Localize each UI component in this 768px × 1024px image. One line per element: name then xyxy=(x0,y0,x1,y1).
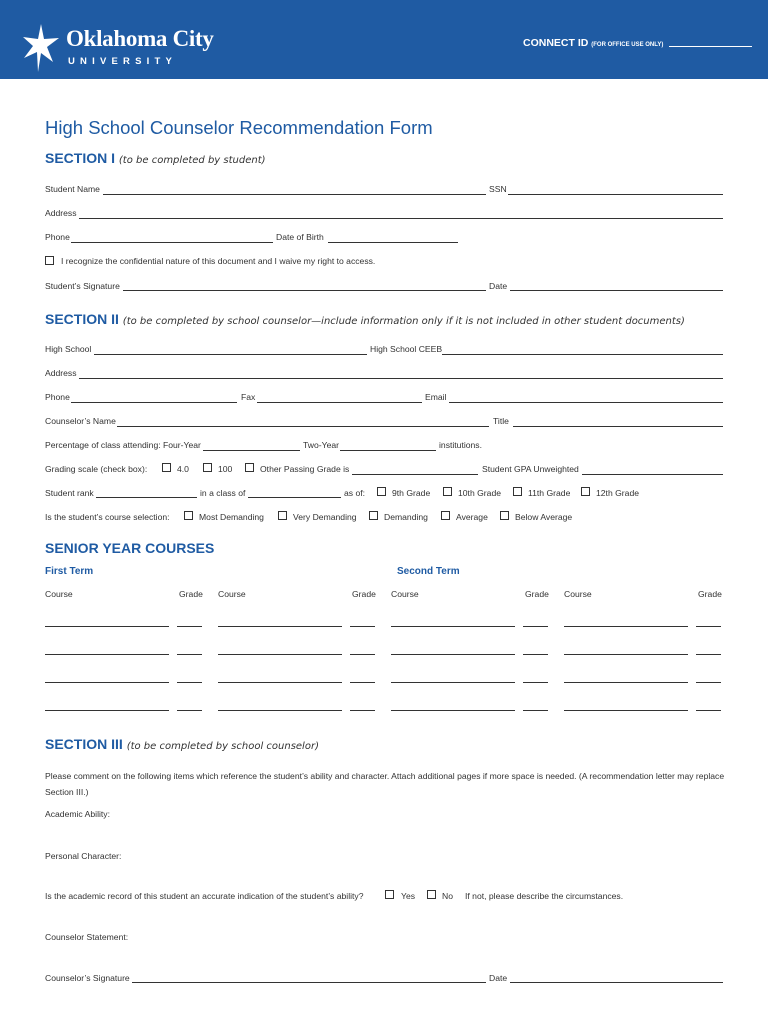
ceeb-label: High School CEEB xyxy=(370,344,443,354)
grade-12-checkbox[interactable] xyxy=(581,487,590,496)
grade-field[interactable] xyxy=(696,682,721,683)
grade-col-4: Grade xyxy=(698,589,722,599)
average-label: Average xyxy=(456,512,488,522)
connect-id-label: CONNECT ID xyxy=(523,37,589,49)
waiver-checkbox[interactable] xyxy=(45,256,54,265)
grade-field[interactable] xyxy=(177,682,202,683)
counselor-title-label: Title xyxy=(493,416,509,426)
course-field[interactable] xyxy=(391,626,515,627)
if-not-label: If not, please describe the circumstances. xyxy=(465,891,624,901)
student-signature-field[interactable] xyxy=(123,290,486,291)
section-2-note: (to be completed by school counselor—include information only if it is not included in other student documents) xyxy=(122,316,685,327)
student-phone-field[interactable] xyxy=(71,242,273,243)
counselor-name-field[interactable] xyxy=(117,426,489,427)
grading-scale-label: Grading scale (check box): xyxy=(45,464,148,474)
section-3-title xyxy=(45,736,319,752)
course-col-4: Course xyxy=(564,589,592,599)
grade-field[interactable] xyxy=(523,682,548,683)
course-field[interactable] xyxy=(218,682,342,683)
course-field[interactable] xyxy=(218,654,342,655)
grading-other-checkbox[interactable] xyxy=(245,463,254,472)
counselor-date-label: Date xyxy=(489,973,508,983)
grading-100-checkbox[interactable] xyxy=(203,463,212,472)
section-1-heading: SECTION I xyxy=(45,150,116,166)
grade-12-label: 12th Grade xyxy=(596,488,639,498)
counselor-name-label: Counselor’s Name xyxy=(45,416,116,426)
counselor-signature-label: Counselor’s Signature xyxy=(45,973,130,983)
course-field[interactable] xyxy=(45,682,169,683)
grading-4-label: 4.0 xyxy=(177,464,189,474)
accurate-record-question: Is the academic record of this student an accurate indication of the student’s ability? xyxy=(45,891,364,901)
grade-field[interactable] xyxy=(350,710,375,711)
grade-field[interactable] xyxy=(523,654,548,655)
school-phone-label: Phone xyxy=(45,392,70,402)
student-date-label: Date xyxy=(489,281,508,291)
two-year-label: Two-Year xyxy=(303,440,339,450)
grade-10-checkbox[interactable] xyxy=(443,487,452,496)
form-title: High School Counselor Recommendation Form xyxy=(45,117,433,138)
student-phone-label: Phone xyxy=(45,232,70,242)
logo-name: Oklahoma City xyxy=(66,26,214,51)
yes-label: Yes xyxy=(401,891,416,901)
second-term-heading: Second Term xyxy=(397,566,460,577)
fax-field[interactable] xyxy=(257,402,422,403)
ssn-field[interactable] xyxy=(508,194,723,195)
grade-11-checkbox[interactable] xyxy=(513,487,522,496)
course-field[interactable] xyxy=(391,710,515,711)
grading-4-checkbox[interactable] xyxy=(162,463,171,472)
student-date-field[interactable] xyxy=(510,290,723,291)
grade-9-label: 9th Grade xyxy=(392,488,431,498)
first-term-heading: First Term xyxy=(45,566,94,577)
grade-9-checkbox[interactable] xyxy=(377,487,386,496)
section-1-title xyxy=(45,150,266,166)
course-col-1: Course xyxy=(45,589,73,599)
counselor-title-field[interactable] xyxy=(513,426,723,427)
email-label: Email xyxy=(425,392,447,402)
most-demanding-checkbox[interactable] xyxy=(184,511,193,520)
grade-field[interactable] xyxy=(350,682,375,683)
counselor-statement-label: Counselor Statement: xyxy=(45,932,129,942)
section-2-heading: SECTION II xyxy=(45,311,119,327)
demanding-label: Demanding xyxy=(384,512,428,522)
course-field[interactable] xyxy=(218,710,342,711)
grade-field[interactable] xyxy=(177,654,202,655)
demanding-checkbox[interactable] xyxy=(369,511,378,520)
gpa-label: Student GPA Unweighted xyxy=(482,464,579,474)
school-phone-field[interactable] xyxy=(71,402,237,403)
class-of-label: in a class of xyxy=(200,488,246,498)
average-checkbox[interactable] xyxy=(441,511,450,520)
ceeb-field[interactable] xyxy=(442,354,723,355)
other-grade-field[interactable] xyxy=(352,474,478,475)
counselor-date-field[interactable] xyxy=(510,982,723,983)
grading-other-label: Other Passing Grade is xyxy=(260,464,350,474)
percentage-label: Percentage of class attending: Four-Year xyxy=(45,440,201,450)
below-average-checkbox[interactable] xyxy=(500,511,509,520)
dob-label: Date of Birth xyxy=(276,232,324,242)
very-demanding-checkbox[interactable] xyxy=(278,511,287,520)
school-address-label: Address xyxy=(45,368,77,378)
below-average-label: Below Average xyxy=(515,512,573,522)
section-3-heading: SECTION III xyxy=(45,736,123,752)
student-signature-label: Student’s Signature xyxy=(45,281,120,291)
student-address-label: Address xyxy=(45,208,77,218)
fax-label: Fax xyxy=(241,392,256,402)
class-size-field[interactable] xyxy=(248,497,341,498)
grade-field[interactable] xyxy=(523,626,548,627)
course-field[interactable] xyxy=(564,682,688,683)
student-rank-field[interactable] xyxy=(96,497,197,498)
grade-col-3: Grade xyxy=(525,589,549,599)
no-label: No xyxy=(442,891,453,901)
grade-col-2: Grade xyxy=(352,589,376,599)
grade-11-label: 11th Grade xyxy=(528,488,571,498)
connect-id-field[interactable] xyxy=(669,46,752,47)
personal-character-label: Personal Character: xyxy=(45,851,122,861)
very-demanding-label: Very Demanding xyxy=(293,512,357,522)
star-icon xyxy=(22,22,60,72)
most-demanding-label: Most Demanding xyxy=(199,512,264,522)
grade-field[interactable] xyxy=(177,626,202,627)
as-of-label: as of: xyxy=(344,488,366,498)
no-checkbox[interactable] xyxy=(427,890,436,899)
student-rank-label: Student rank xyxy=(45,488,94,498)
section-3-note: (to be completed by school counselor) xyxy=(126,741,319,752)
ssn-label: SSN xyxy=(489,184,507,194)
course-col-3: Course xyxy=(391,589,419,599)
course-field[interactable] xyxy=(564,626,688,627)
yes-checkbox[interactable] xyxy=(385,890,394,899)
course-field[interactable] xyxy=(45,626,169,627)
grading-100-label: 100 xyxy=(218,464,233,474)
grade-field[interactable] xyxy=(350,654,375,655)
course-field[interactable] xyxy=(391,682,515,683)
grade-field[interactable] xyxy=(696,654,721,655)
senior-courses-title: SENIOR YEAR COURSES xyxy=(45,540,215,556)
section-2-title xyxy=(45,311,685,327)
course-col-2: Course xyxy=(218,589,246,599)
student-name-label: Student Name xyxy=(45,184,100,194)
waiver-label: I recognize the confidential nature of this document and I waive my right to access. xyxy=(61,256,376,266)
high-school-field[interactable] xyxy=(94,354,367,355)
course-field[interactable] xyxy=(218,626,342,627)
grade-col-1: Grade xyxy=(179,589,203,599)
grade-field[interactable] xyxy=(696,710,721,711)
dob-field[interactable] xyxy=(328,242,458,243)
header-bar xyxy=(0,0,768,79)
student-address-field[interactable] xyxy=(79,218,723,219)
institutions-label: institutions. xyxy=(439,440,482,450)
course-selection-label: Is the student’s course selection: xyxy=(45,512,170,522)
school-address-field[interactable] xyxy=(79,378,723,379)
logo-subtitle: UNIVERSITY xyxy=(68,56,178,67)
gpa-field[interactable] xyxy=(582,474,723,475)
connect-id xyxy=(523,37,752,49)
email-field[interactable] xyxy=(449,402,723,403)
grade-field[interactable] xyxy=(523,710,548,711)
section-1-note: (to be completed by student) xyxy=(118,155,266,166)
high-school-label: High School xyxy=(45,344,92,354)
course-field[interactable] xyxy=(564,710,688,711)
course-field[interactable] xyxy=(564,654,688,655)
course-field[interactable] xyxy=(45,654,169,655)
counselor-signature-field[interactable] xyxy=(132,982,486,983)
student-name-field[interactable] xyxy=(103,194,486,195)
connect-id-note: (FOR OFFICE USE ONLY) xyxy=(591,42,664,48)
academic-ability-label: Academic Ability: xyxy=(45,809,110,819)
four-year-field[interactable] xyxy=(203,450,300,451)
course-field[interactable] xyxy=(391,654,515,655)
grade-field[interactable] xyxy=(696,626,721,627)
course-field[interactable] xyxy=(45,710,169,711)
university-logo xyxy=(22,22,222,72)
grade-10-label: 10th Grade xyxy=(458,488,501,498)
grade-field[interactable] xyxy=(350,626,375,627)
grade-field[interactable] xyxy=(177,710,202,711)
section-3-instructions: Please comment on the following items which reference the student’s ability and character. Attach additional pages if more space is needed. (A recommendation letter may replace Section III.) xyxy=(45,771,725,797)
two-year-field[interactable] xyxy=(340,450,436,451)
